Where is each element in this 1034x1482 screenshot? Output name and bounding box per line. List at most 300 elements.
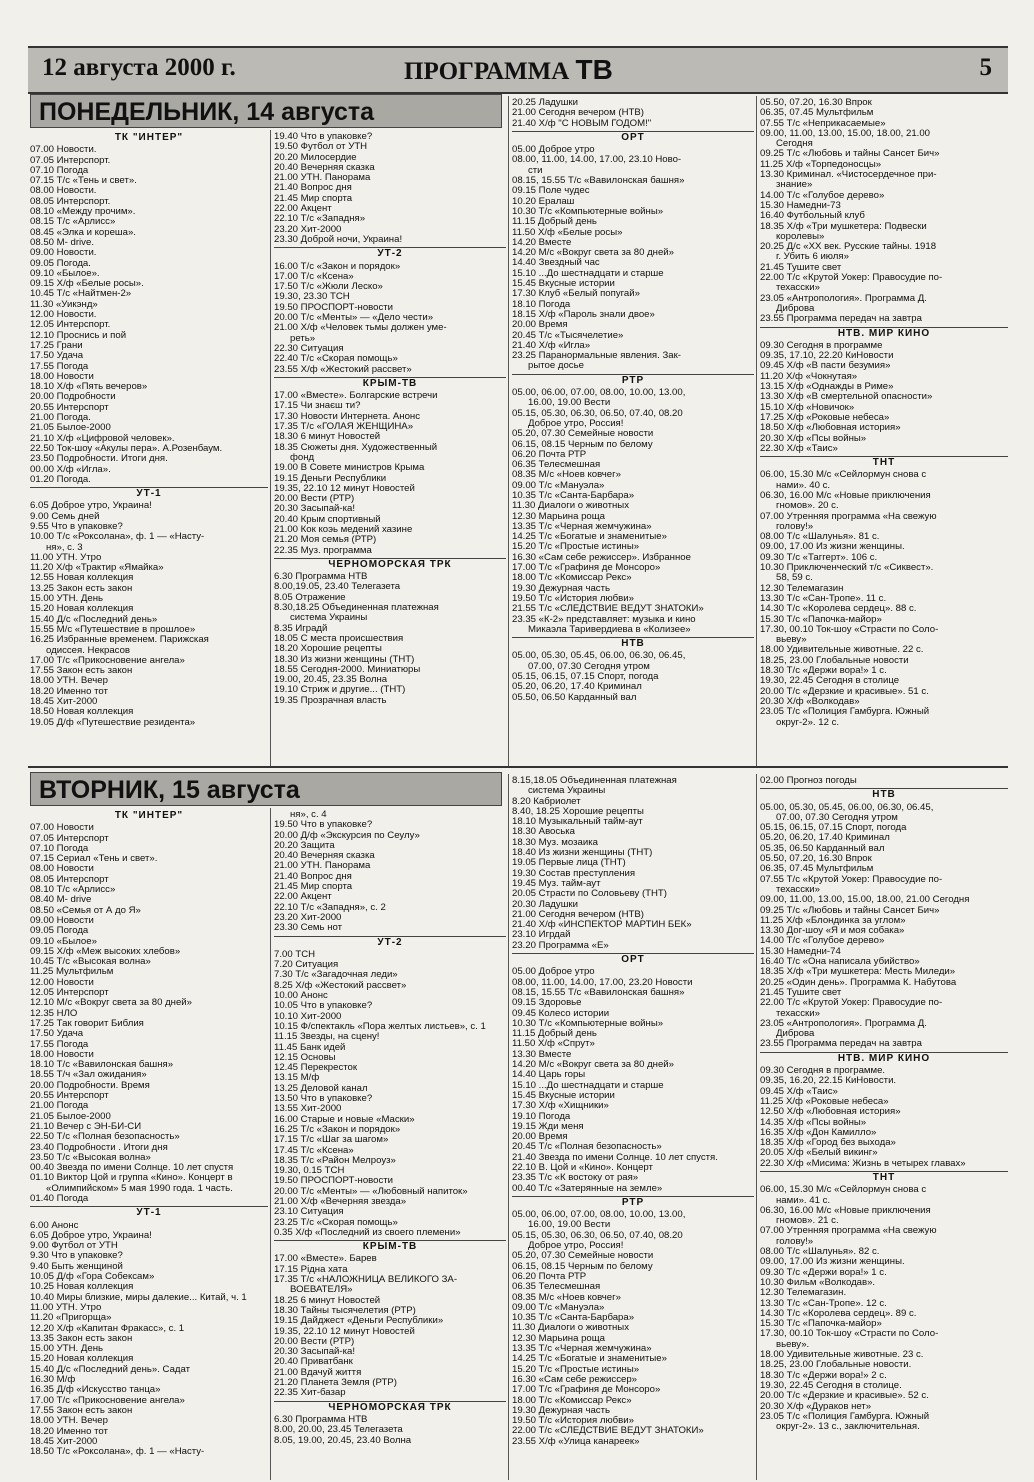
program-listing: 09.10 «Былое». bbox=[30, 267, 100, 279]
program-listing: 07.10 Погода bbox=[30, 842, 89, 854]
program-listing: 17.30, 00.10 Ток-шоу «Страсти по Соло- bbox=[760, 1328, 939, 1340]
program-listing: 09.35, 16.20, 22.15 КиНовости. bbox=[760, 1075, 897, 1087]
program-listing: 17.55 Закон есть закон bbox=[30, 1404, 133, 1416]
program-listing: 17.55 Погода bbox=[30, 1038, 89, 1050]
program-listing: 21.45 Мир спорта bbox=[274, 881, 353, 893]
program-listing: 22.30 Х/ф «Таис» bbox=[760, 442, 838, 454]
channel-header: КРЫМ-ТВ bbox=[274, 377, 506, 389]
program-listing: 21.05 Былое-2000 bbox=[30, 422, 111, 434]
program-listing: 18.00 Новости bbox=[30, 1048, 94, 1060]
program-listing: 19.00 В Совете министров Крыма bbox=[274, 462, 425, 474]
program-listing: 15.10 Х/ф «Новичок» bbox=[760, 401, 855, 413]
program-listing: 22.00 Т/с «Крутой Уокер: Правосудие по- bbox=[760, 997, 943, 1009]
program-listing: вьеву» bbox=[760, 634, 807, 646]
program-listing: 13.30 Т/с «Сан-Тропе». 11 с. bbox=[760, 592, 887, 604]
program-listing: 10.05 Что в упаковке? bbox=[274, 1000, 373, 1012]
program-listing: 20.00 Время bbox=[512, 319, 568, 331]
program-listing: 12.55 Новая коллекция bbox=[30, 572, 134, 584]
program-listing: 08.00 Т/с «Шалунья». 81 с. bbox=[760, 531, 880, 543]
program-listing: 17.30 Новости Интернета. Анонс bbox=[274, 410, 421, 422]
column-divider bbox=[756, 774, 757, 1480]
program-listing: 19.05 Д/ф «Путешествие резидента» bbox=[30, 716, 196, 728]
program-listing: 07.00 Новости. bbox=[30, 144, 97, 156]
column-divider bbox=[508, 96, 509, 766]
program-listing: 11.25 Х/ф «Блондинка за углом» bbox=[760, 914, 906, 926]
program-listing: 10.20 Ералаш bbox=[512, 195, 575, 207]
program-listing: 12.00 Новости. bbox=[30, 309, 97, 321]
program-listing: 19.30 Дежурная часть bbox=[512, 1404, 610, 1416]
program-listing: 06.35, 07.45 Мультфильм bbox=[760, 863, 874, 875]
program-listing: 18.15 Х/ф «Пароль знали двое» bbox=[512, 308, 655, 320]
program-listing: 20.30 Засыпай-ка! bbox=[274, 1346, 355, 1358]
program-listing: 17.25 Грани bbox=[30, 339, 83, 351]
program-listing: 09.25 Т/с «Любовь и тайны Сансет Бич» bbox=[760, 904, 940, 916]
program-listing: 23.55 Программа передач на завтра bbox=[760, 1038, 922, 1050]
program-listing: 07.55 Т/с «Крутой Уокер: Правосудие по- bbox=[760, 873, 943, 885]
program-listing: 12.30 Марьина роща bbox=[512, 510, 606, 522]
program-listing: округ-2». 13 с., заключительная. bbox=[760, 1421, 920, 1433]
program-listing: 11.30 Диалоги о животных bbox=[512, 1322, 629, 1334]
program-listing: 20.00 Вести (РТР) bbox=[274, 493, 355, 505]
program-listing: 12.50 Х/ф «Любовная история» bbox=[760, 1106, 901, 1118]
program-listing: 8.15,18.05 Объединенная платежная bbox=[512, 776, 677, 786]
channel-header: ТК "ИНТЕР" bbox=[114, 810, 184, 821]
program-listing: 23.55 Х/ф «Жестокий рассвет» bbox=[274, 363, 412, 375]
program-listing: 05.20, 06.20, 17.40 Криминал bbox=[512, 681, 642, 693]
program-listing: 23.55 Х/ф «Улица канареек» bbox=[512, 1435, 640, 1447]
program-listing: 05.20, 07.30 Семейные новости bbox=[512, 1250, 654, 1262]
program-listing: 21.00 Вдачуй життя bbox=[274, 1366, 362, 1378]
program-listing: 09.30 Сегодня в программе bbox=[760, 339, 883, 351]
program-listing: 06.35 Телесмешная bbox=[512, 1281, 601, 1293]
program-listing: 15.30 Т/с «Папочка-майор» bbox=[760, 613, 882, 625]
program-listing: 05.20, 07.30 Семейные новости bbox=[512, 428, 654, 440]
program-listing: 15.10 ...До шестнадцати и старше bbox=[512, 1079, 664, 1091]
program-listing: 8.25 Х/ф «Жестокий рассвет» bbox=[274, 979, 407, 991]
program-listing: 06.20 Почта РТР bbox=[512, 1270, 587, 1282]
program-listing: 6.05 Доброе утро, Украина! bbox=[30, 1229, 152, 1241]
program-listing: 17.55 Закон есть закон bbox=[30, 665, 133, 677]
program-listing: 11.20 Х/ф «Чокнутая» bbox=[760, 370, 858, 382]
program-listing: 21.45 Мир спорта bbox=[274, 192, 353, 204]
program-listing: 18.40 Из жизни женщины (ТНТ) bbox=[512, 847, 653, 859]
program-listing: 18.35 Сюжеты дня. Художественный bbox=[274, 441, 438, 453]
program-listing: 05.00 Доброе утро bbox=[512, 966, 595, 978]
channel-header: УТ-1 bbox=[30, 487, 268, 499]
program-listing: вьеву». bbox=[760, 1338, 810, 1350]
program-listing: 13.35 Закон есть закон bbox=[30, 1332, 133, 1344]
program-listing: 19.50 Т/с «История любви» bbox=[512, 592, 634, 604]
program-listing: 15.30 Намедни-73 bbox=[760, 199, 841, 211]
program-listing: 07.15 Т/с «Тень и свет». bbox=[30, 175, 137, 187]
program-listing: 15.40 Д/с «Последний день». Садат bbox=[30, 1363, 191, 1375]
program-listing: 01.20 Погода. bbox=[30, 473, 91, 485]
program-listing: 15.30 Намедни-74 bbox=[760, 945, 841, 957]
program-listing: округ-2». 12 с. bbox=[760, 716, 840, 728]
program-listing: 08.00 Новости. bbox=[30, 185, 97, 197]
program-listing: 19.50 Футбол от УТН bbox=[274, 141, 368, 153]
program-listing: 21.00 Х/ф «Человек тьмы должен уме- bbox=[274, 322, 447, 334]
column-divider bbox=[756, 96, 757, 766]
program-listing: 21.05 Былое-2000 bbox=[30, 1110, 111, 1122]
program-listing: 14.20 М/с «Вокруг света за 80 дней» bbox=[512, 1059, 675, 1071]
channel-header: РТР bbox=[512, 374, 754, 386]
program-listing: ВОЕВАТЕЛЯ» bbox=[274, 1284, 353, 1296]
program-listing: 9.00 Футбол от УТН bbox=[30, 1240, 118, 1252]
program-listing: 10.10 Хит-2000 bbox=[274, 1010, 342, 1022]
program-listing: 20.00 Вести (РТР) bbox=[274, 1335, 355, 1347]
program-listing: 6.00 Анонс bbox=[30, 1219, 79, 1231]
program-listing: 21.40 Вопрос дня bbox=[274, 870, 352, 882]
program-listing: 11.25 Х/ф «Торпедоносцы» bbox=[760, 158, 882, 170]
program-listing: 18.10 Погода bbox=[512, 298, 571, 310]
program-listing: 05.15, 05.30, 06.30, 06.50, 07.40, 08.20 bbox=[512, 407, 683, 419]
program-listing: 20.05 Страсти по Соловьеву (ТНТ) bbox=[512, 888, 667, 900]
program-listing: 17.30 Х/ф «Хищники» bbox=[512, 1100, 609, 1112]
program-listing: 19.05 Первые лица (ТНТ) bbox=[512, 857, 626, 869]
program-listing: 07.15 Сериал «Тень и свет». bbox=[30, 853, 158, 865]
program-listing: техасски» bbox=[760, 1007, 820, 1019]
section-divider bbox=[28, 766, 1008, 768]
program-listing: 21.45 Тушите свет bbox=[760, 986, 842, 998]
channel-header: ЧЕРНОМОРСКАЯ ТРК bbox=[274, 558, 506, 570]
program-listing: реть» bbox=[274, 332, 316, 344]
program-listing: 09.10 «Былое» bbox=[30, 935, 97, 947]
program-listing: 22.10 Т/с «Западня» bbox=[274, 213, 366, 225]
channel-header: ТК "ИНТЕР" bbox=[114, 132, 184, 143]
program-listing: 20.00 Т/с «Менты» — «Дело чести» bbox=[274, 312, 434, 324]
channel-header: НТВ bbox=[512, 637, 754, 649]
program-listing: 08.10 Т/с «Арлисс» bbox=[30, 884, 116, 896]
program-listing: 07.00 Утренняя программа «На свежую bbox=[760, 510, 937, 522]
program-listing: 23.20 Программа «Е» bbox=[512, 939, 609, 951]
program-listing: 17.35 Т/с «НАЛОЖНИЦА ВЕЛИКОГО ЗА- bbox=[274, 1274, 458, 1286]
program-listing: 21.00 УТН. Панорама bbox=[274, 860, 371, 872]
issue-date: 12 августа 2000 г. bbox=[42, 54, 236, 81]
program-listing: система Украины bbox=[512, 785, 606, 797]
program-listing: 09.00, 17.00 Из жизни женщины. bbox=[760, 541, 905, 553]
program-listing: 08.05 Интерспорт. bbox=[30, 195, 111, 207]
program-listing: 12.35 НЛО bbox=[30, 1007, 78, 1019]
program-listing: 08.15, 15.55 Т/с «Вавилонская башня» bbox=[512, 175, 685, 187]
program-listing: 17.00 Т/с «Прикосновение ангела» bbox=[30, 654, 185, 666]
program-listing: 21.40 Вопрос дня bbox=[274, 182, 352, 194]
program-listing: 10.25 Новая коллекция bbox=[30, 1281, 134, 1293]
program-listing: 18.35 Х/ф «Три мушкетера: Месть Миледи» bbox=[760, 966, 956, 978]
program-listing: 19.35, 22.10 12 минут Новостей bbox=[274, 1325, 415, 1337]
program-listing: 14.40 Царь горы bbox=[512, 1069, 586, 1081]
program-listing: 05.00 Доброе утро bbox=[512, 144, 595, 156]
program-listing: 12.20 Х/ф «Капитан Фракасс», с. 1 bbox=[30, 1322, 185, 1334]
program-listing: 06.20 Почта РТР bbox=[512, 448, 587, 460]
program-listing: 17.50 Т/с «Жюли Леско» bbox=[274, 281, 383, 293]
program-listing: 20.25 «Один день». Программа К. Набутова bbox=[760, 976, 957, 988]
program-listing: 13.30 Т/с «Сан-Тропе». 12 с. bbox=[760, 1297, 887, 1309]
program-listing: 11.45 Банк идей bbox=[274, 1041, 346, 1053]
program-listing: 13.50 Что в упаковке? bbox=[274, 1093, 373, 1105]
program-listing: 12.30 Телемагазин. bbox=[760, 1287, 847, 1299]
program-listing: 17.00 Т/с «Графиня де Монсоро» bbox=[512, 1384, 661, 1396]
program-listing: 17.30 Клуб «Белый попугай» bbox=[512, 288, 640, 300]
program-listing: 12.05 Интерспорт bbox=[30, 987, 109, 999]
program-listing: 09.00 Т/с «Мануэла» bbox=[512, 479, 605, 491]
program-listing: 21.00 Сегодня вечером (НТВ) bbox=[512, 107, 644, 119]
channel-header: ОРТ bbox=[512, 953, 754, 965]
program-listing: 10.15 Ф/спектакль «Пора желтых листьев», с. 1 bbox=[274, 1020, 486, 1032]
program-listing: 05.00, 06.00, 07.00, 08.00, 10.00, 13.00, bbox=[512, 1209, 686, 1221]
program-listing: 18.35 Х/ф «Город без выхода» bbox=[760, 1137, 896, 1149]
program-listing: 09.45 Колесо истории bbox=[512, 1007, 610, 1019]
program-listing: 17.25 Так говорит Библия bbox=[30, 1017, 144, 1029]
program-listing: 05.15, 05.30, 06.30, 06.50, 07.40, 08.20 bbox=[512, 1229, 683, 1241]
channel-header: ТНТ bbox=[760, 1171, 1008, 1183]
program-listing: 22.10 В. Цой и «Кино». Концерт bbox=[512, 1161, 653, 1173]
program-listing: 16.00, 19.00 Вести bbox=[512, 397, 611, 409]
program-listing: 17.00 «Вместе». Барев bbox=[274, 1253, 377, 1265]
program-listing: 20.05 Х/ф «Белый викинг» bbox=[760, 1147, 878, 1159]
program-listing: 18.45 Хит-2000 bbox=[30, 1435, 98, 1447]
program-listing: 16.25 Т/с «Закон и порядок» bbox=[274, 1123, 401, 1135]
program-listing: 13.30 Криминал. «Чистосердечное при- bbox=[760, 169, 937, 181]
program-listing: 20.40 Вечерняя сказка bbox=[274, 161, 375, 173]
program-listing: 16.00, 19.00 Вести bbox=[512, 1219, 611, 1231]
program-listing: 22.10 Т/с «Западня», с. 2 bbox=[274, 901, 386, 913]
program-listing: 05.00, 05.30, 05.45, 06.00, 06.30, 06.45, bbox=[512, 650, 686, 662]
schedule-column bbox=[760, 776, 1008, 1480]
program-listing: 13.25 Закон есть закон bbox=[30, 582, 133, 594]
program-listing: 00.40 Т/с «Затерянные на земле» bbox=[512, 1182, 663, 1194]
program-listing: 16.40 Т/с «Она написала убийство» bbox=[760, 956, 920, 968]
program-listing: 14.35 Х/ф «Псы войны» bbox=[760, 1116, 867, 1128]
program-listing: 01.40 Погода bbox=[30, 1192, 89, 1204]
program-listing: 08.00, 11.00, 14.00, 17.00, 23.20 Новости bbox=[512, 976, 693, 988]
program-listing: нами». 40 с. bbox=[760, 479, 831, 491]
program-listing: 17.00 Т/с «Прикосновение ангела» bbox=[30, 1394, 185, 1406]
program-listing: 11.50 Х/ф «Спрут» bbox=[512, 1038, 595, 1050]
schedule-column bbox=[274, 132, 506, 766]
program-listing: 12.05 Интерспорт. bbox=[30, 319, 111, 331]
program-listing: 23.35 «К-2» представляет: музыка и кино bbox=[512, 613, 696, 625]
program-listing: фонд bbox=[274, 451, 315, 463]
program-listing: 18.00 Удивительные животные. 23 с. bbox=[760, 1349, 924, 1361]
program-listing: г. Убить 6 июля» bbox=[760, 251, 849, 263]
channel-header: ТНТ bbox=[760, 456, 1008, 468]
program-listing: 20.00 Т/с «Дерзкие и красивые». 52 с. bbox=[760, 1390, 929, 1402]
program-listing: 15.40 Д/с «Последний день» bbox=[30, 613, 158, 625]
program-listing: 17.25 Х/ф «Роковые небеса» bbox=[760, 411, 890, 423]
program-listing: 18.30 Муз. мозаика bbox=[512, 836, 598, 848]
program-listing: 19.30, 0.15 ТСН bbox=[274, 1165, 345, 1177]
program-listing: 14.30 Т/с «Королева сердец». 88 с. bbox=[760, 603, 917, 615]
program-listing: 00.40 Звезда по имени Солнце. 10 лет спустя bbox=[30, 1162, 234, 1174]
schedule-column bbox=[760, 98, 1008, 766]
program-listing: 00.00 Х/ф «Игла». bbox=[30, 463, 111, 475]
program-listing: 09.05 Погода. bbox=[30, 257, 91, 269]
program-listing: 23.05 Т/с «Полиция Гамбурга. Южный bbox=[760, 1410, 930, 1422]
program-listing: 07.00 Новости bbox=[30, 822, 94, 834]
schedule-column bbox=[512, 776, 754, 1480]
program-listing: 21.10 Вечер с ЭН-БИ-СИ bbox=[30, 1120, 142, 1132]
program-listing: 11.15 Звезды, на сцену! bbox=[274, 1031, 380, 1043]
program-listing: 13.55 Хит-2000 bbox=[274, 1103, 342, 1115]
program-listing: 19.50 Т/с «История любви» bbox=[512, 1415, 634, 1427]
program-listing: 20.45 Т/с «Тысячелетие» bbox=[512, 329, 624, 341]
program-listing: 19.30, 23.30 ТСН bbox=[274, 291, 350, 303]
program-listing: 18.10 Музыкальный тайм-аут bbox=[512, 816, 643, 828]
program-listing: 08.40 M- drive bbox=[30, 894, 92, 906]
program-listing: 19.10 Стриж и другие... (ТНТ) bbox=[274, 684, 406, 696]
program-listing: 17.15 Чи знаєш ти? bbox=[274, 400, 361, 412]
program-listing: 16.00 Старые и новые «Маски» bbox=[274, 1113, 415, 1125]
program-listing: «Олимпийском» 5 мая 1990 года. 1 часть. bbox=[30, 1182, 233, 1194]
program-listing: 21.40 Звезда по имени Солнце. 10 лет спустя. bbox=[512, 1151, 718, 1163]
title-tv: ТВ bbox=[575, 54, 613, 85]
program-listing: 07.10 Погода bbox=[30, 164, 89, 176]
program-listing: 21.40 Х/ф "С НОВЫМ ГОДОМ!" bbox=[512, 117, 652, 129]
program-listing: 23.30 Доброй ночи, Украина! bbox=[274, 233, 403, 245]
program-listing: 12.10 М/с «Вокруг света за 80 дней» bbox=[30, 997, 193, 1009]
program-listing: 22.00 Акцент bbox=[274, 891, 332, 903]
program-listing: 18.20 Именно тот bbox=[30, 1425, 108, 1437]
schedule-column bbox=[30, 810, 268, 1480]
program-listing: 12.00 Новости bbox=[30, 976, 94, 988]
program-listing: 11.00 УТН. Утро bbox=[30, 1301, 102, 1313]
program-listing: 22.00 Акцент bbox=[274, 203, 332, 215]
program-listing: 17.15 Рідна хата bbox=[274, 1263, 348, 1275]
program-listing: 08.50 «Семья от А до Я» bbox=[30, 904, 141, 916]
program-listing: 09.15 Х/ф «Меж высоких хлебов» bbox=[30, 945, 181, 957]
program-listing: 18.35 Т/с «Район Мелроуз» bbox=[274, 1154, 396, 1166]
program-listing: знание» bbox=[760, 179, 813, 191]
program-listing: 20.30 Засыпай-ка! bbox=[274, 503, 355, 515]
program-listing: 11.30 Диалоги о животных bbox=[512, 500, 629, 512]
column-divider bbox=[270, 808, 271, 1480]
program-listing: 15.45 Вкусные истории bbox=[512, 278, 615, 290]
program-listing: 14.40 Звездный час bbox=[512, 257, 600, 269]
program-listing: 11.15 Добрый день bbox=[512, 1028, 597, 1040]
program-listing: 20.30 Ладушки bbox=[512, 898, 578, 910]
program-listing: 09.25 Т/с «Любовь и тайны Сансет Бич» bbox=[760, 148, 940, 160]
program-listing: 19.30 Дежурная часть bbox=[512, 582, 610, 594]
program-listing: 23.50 Подробности. Итоги дня. bbox=[30, 453, 168, 465]
channel-header: УТ-2 bbox=[274, 936, 506, 948]
program-listing: 21.40 Х/ф «ИНСПЕКТОР МАРТИН БЕК» bbox=[512, 919, 692, 931]
program-listing: техасски» bbox=[760, 282, 820, 294]
program-listing: 19.45 Муз. тайм-аут bbox=[512, 877, 601, 889]
program-listing: 05.20, 06.20, 17.40 Криминал bbox=[760, 832, 890, 844]
program-listing: 22.00 Т/с «СЛЕДСТВИЕ ВЕДУТ ЗНАТОКИ» bbox=[512, 1425, 704, 1437]
program-listing: 16.30 М/ф bbox=[30, 1374, 76, 1386]
program-listing: 18.30 Т/с «Держи вора!» 2 с. bbox=[760, 1369, 887, 1381]
program-listing: 14.30 Т/с «Королева сердец». 89 с. bbox=[760, 1307, 917, 1319]
program-listing: 06.00, 15.30 М/с «Сейлормун снова с bbox=[760, 469, 927, 481]
program-listing: 16.25 Избранные временем. Парижская bbox=[30, 634, 209, 646]
program-listing: 11.20 «Пригорща» bbox=[30, 1312, 112, 1324]
program-listing: 15.20 Т/с «Простые истины» bbox=[512, 541, 640, 553]
column-divider bbox=[270, 130, 271, 766]
program-listing: 07.00, 07.30 Сегодня утром bbox=[760, 811, 898, 823]
schedule-column bbox=[512, 98, 754, 766]
program-listing: 20.55 Интерспорт bbox=[30, 401, 109, 413]
program-listing: 22.35 Муз. программа bbox=[274, 544, 372, 556]
program-listing: 09.30 Т/с «Держи вора!» 1 с. bbox=[760, 1266, 887, 1278]
program-listing: 18.30 Т/с «Держи вора!» 1 с. bbox=[760, 665, 887, 677]
program-listing: 20.40 Крым спортивный bbox=[274, 513, 381, 525]
program-listing: 23.40 Подробности . Итоги дня bbox=[30, 1141, 168, 1153]
program-listing: 08.50 M- drive. bbox=[30, 236, 94, 248]
program-listing: Сегодня bbox=[760, 138, 813, 150]
program-listing: 23.25 Т/с «Скорая помощь» bbox=[274, 1216, 398, 1228]
program-listing: 7.30 Т/с «Загадочная леди» bbox=[274, 969, 398, 981]
program-listing: 06.35, 07.45 Мультфильм bbox=[760, 107, 874, 119]
program-listing: 18.50 Т/с «Роксолана», ф. 1 — «Насту- bbox=[30, 1446, 205, 1458]
program-listing: 10.35 Т/с «Санта-Барбара» bbox=[512, 1312, 635, 1324]
program-listing: 10.45 Т/с «Найтмен-2» bbox=[30, 288, 132, 300]
program-listing: 07.55 Т/с «Неприкасаемые» bbox=[760, 117, 886, 129]
program-listing: 23.05 «Антропология». Программа Д. bbox=[760, 292, 927, 304]
program-listing: 8.20 Кабриолет bbox=[512, 795, 581, 807]
program-listing: 18.25, 23.00 Глобальные новости. bbox=[760, 1359, 912, 1371]
program-listing: 20.30 Х/ф «Дураков нет» bbox=[760, 1400, 872, 1412]
program-listing: 18.55 Сегодня-2000. Миниатюры bbox=[274, 663, 421, 675]
program-listing: 07.00 Утренняя программа «На свежую bbox=[760, 1225, 937, 1237]
program-listing: 23.55 Программа передач на завтра bbox=[760, 313, 922, 325]
program-listing: 08.35 М/с «Ноев ковчег» bbox=[512, 469, 621, 481]
program-listing: 22.40 Т/с «Скорая помощь» bbox=[274, 353, 398, 365]
program-listing: 09.15 Здоровье bbox=[512, 997, 582, 1009]
program-listing: 19.30 Состав преступления bbox=[512, 867, 636, 879]
program-listing: 15.00 УТН. День bbox=[30, 593, 104, 605]
program-listing: 15.55 М/с «Путешествие в прошлое» bbox=[30, 623, 196, 635]
program-listing: 23.25 Паранормальные явления. Зак- bbox=[512, 350, 681, 362]
program-listing: 16.00 Т/с «Закон и порядок» bbox=[274, 260, 401, 272]
program-listing: 20.25 Ладушки bbox=[512, 98, 578, 108]
program-listing: 19.30, 22.45 Сегодня в столице bbox=[760, 675, 900, 687]
program-listing: 21.10 Х/ф «Цифровой человек». bbox=[30, 432, 175, 444]
program-listing: 07.05 Интерспорт bbox=[30, 832, 109, 844]
program-listing: 7.00 ТСН bbox=[274, 948, 316, 960]
program-listing: 16.30 «Сам себе режиссер» bbox=[512, 1373, 637, 1385]
program-listing: 23.10 Ситуация bbox=[274, 1206, 344, 1218]
program-listing: 8.05, 19.00, 20.45, 23.40 Волна bbox=[274, 1434, 412, 1446]
program-listing: 11.50 Х/ф «Белые росы» bbox=[512, 226, 623, 238]
program-listing: 11.20 Х/ф «Трактир «Ямайка» bbox=[30, 562, 164, 574]
program-listing: 23.20 Хит-2000 bbox=[274, 911, 342, 923]
program-listing: 19.35, 22.10 12 минут Новостей bbox=[274, 482, 415, 494]
program-listing: 19.50 ПРОСПОРТ-новости bbox=[274, 1175, 394, 1187]
channel-header: КРЫМ-ТВ bbox=[274, 1240, 506, 1252]
page-number: 5 bbox=[979, 54, 992, 81]
program-listing: 09.35, 17.10, 22.20 КиНовости bbox=[760, 350, 894, 362]
program-listing: 22.30 Х/ф «Мисима: Жизнь в четырех главах» bbox=[760, 1157, 966, 1169]
program-listing: 58, 59 с. bbox=[760, 572, 813, 584]
program-listing: 0.35 Х/ф «Последний из своего племени» bbox=[274, 1226, 461, 1238]
program-listing: 19.15 Деньги Республики bbox=[274, 472, 387, 484]
program-listing: 09.05 Погода bbox=[30, 925, 89, 937]
program-listing: 20.30 Х/ф «Псы войны» bbox=[760, 432, 867, 444]
program-listing: 18.00 Т/с «Комиссар Рекс» bbox=[512, 1394, 632, 1406]
program-listing: 20.00 Время bbox=[512, 1131, 568, 1143]
program-listing: 15.45 Вкусные истории bbox=[512, 1089, 615, 1101]
program-listing: 20.30 Х/ф «Волкодав» bbox=[760, 695, 860, 707]
channel-header: РТР bbox=[512, 1196, 754, 1208]
program-listing: 22.35 Хит-базар bbox=[274, 1387, 346, 1399]
program-listing: 21.00 Погода. bbox=[30, 412, 91, 424]
program-listing: 17.30, 00.10 Ток-шоу «Страсти по Соло- bbox=[760, 623, 939, 635]
program-listing: 08.35 М/с «Ноев ковчег» bbox=[512, 1291, 621, 1303]
program-listing: 18.30 Из жизни женщины (ТНТ) bbox=[274, 653, 415, 665]
program-listing: 20.00 Подробности. Время bbox=[30, 1079, 150, 1091]
